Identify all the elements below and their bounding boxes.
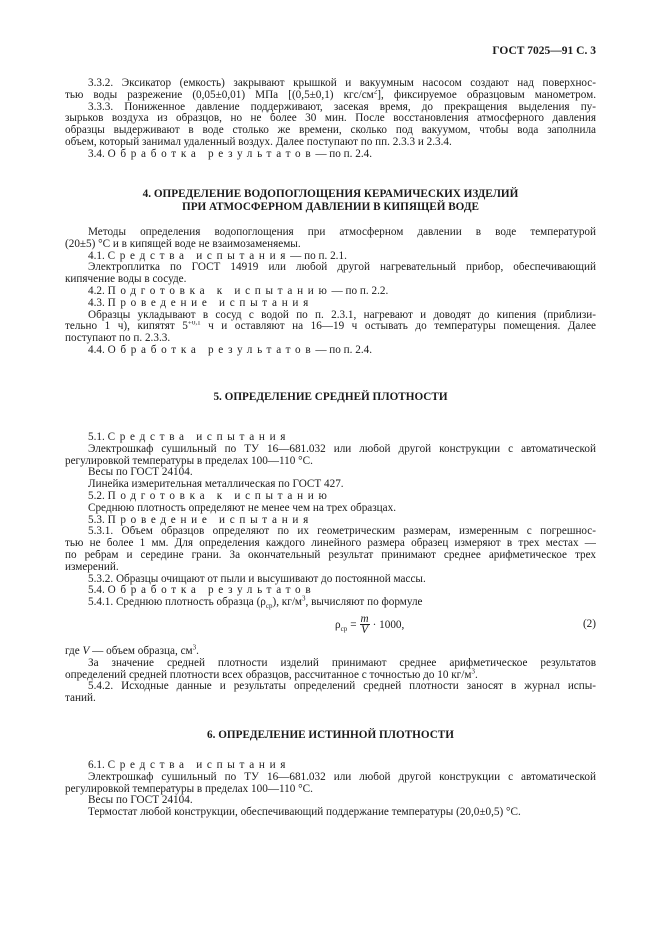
formula <box>65 612 596 638</box>
spaced-subheading: Обработка результатов <box>107 584 316 597</box>
text-run: Образцы укладывают в сосуд с водой по п. 2.3.1, нагревают и доводят до кипения (приблизи- <box>88 309 596 321</box>
spaced-subheading: Проведение испытания <box>107 513 313 526</box>
text-line <box>65 538 596 550</box>
text-run: 4.4. <box>88 343 108 356</box>
text-line <box>65 345 596 357</box>
formula-numerator: m <box>360 613 369 625</box>
text-run: регулировкой температуры в пределах 100—110 °С. <box>65 782 313 795</box>
text-run: 5.2. <box>88 489 108 502</box>
formula-fraction <box>360 614 370 635</box>
superscript: 3 <box>192 643 197 652</box>
text-line <box>65 643 596 658</box>
text-run: регулировкой температуры в пределах 100—110 °С. <box>65 454 313 467</box>
text-run: объем, который занимал удаленный воздух. Далее поступают по пп. 2.3.3 и 2.3.4. <box>65 135 452 148</box>
spaced-subheading: Проведение испытания <box>107 296 313 309</box>
text-run: тью не более 1 мм. Для определения каждого линейного размера образец измеряют в трех местах — <box>65 538 596 550</box>
text-line: 4. ОПРЕДЕЛЕНИЕ ВОДОПОГЛОЩЕНИЯ КЕРАМИЧЕСКИХ ИЗДЕЛИЙ <box>142 188 519 200</box>
text-run: где <box>65 645 83 657</box>
text-run: тью воды разрежение (0,05±0,01) МПа [(0,5±0,1) кгс/см <box>65 89 374 101</box>
text-run: тельно 1 ч), кипятят 5 <box>65 321 188 333</box>
superscript: 3 <box>302 594 306 603</box>
text-run: 5.3.1. Объем образцов определяют по их геометрическим размерам, измеренным с погрешнос- <box>88 526 596 538</box>
text-run: 4.1. <box>88 249 108 262</box>
text-run: Линейка измерительная металлическая по ГОСТ 427. <box>88 478 344 491</box>
section-heading <box>65 391 596 404</box>
text-line <box>65 90 596 102</box>
text-run: Методы определения водопоглощения при атмосферном давлении в воде температурой <box>88 227 596 238</box>
text-run: ], фиксируемое образцовым манометром. <box>377 89 596 101</box>
spaced-subheading: Средства испытания <box>107 431 291 443</box>
text-run: кипячение воды в сосуде. <box>65 273 187 286</box>
text-run: . <box>474 668 478 681</box>
spaced-subheading: Средства испытания <box>107 759 291 771</box>
text-run: , вычисляют по формуле <box>305 596 423 609</box>
text-run: . <box>196 645 199 657</box>
italic-variable: V <box>82 645 90 657</box>
text-line <box>65 594 596 611</box>
text-run: Электроплитка по ГОСТ 14919 или любой другой нагревательный прибор, обеспечивающий <box>88 262 596 274</box>
formula-subscript: ср <box>340 624 348 633</box>
spaced-subheading: Средства испытания <box>107 249 291 262</box>
text-run: зырьков воздуха из образцов, но не более 30 мин. После восстановления атмосферного давления <box>65 113 596 125</box>
text-run: 3.4. <box>88 147 108 160</box>
text-run: поступают по п. 2.3.3. <box>65 332 171 345</box>
formula-tail: · 1000, <box>372 618 405 631</box>
text-run: — по п. 2.4. <box>315 343 373 356</box>
text-run: 4.3. <box>88 296 108 309</box>
formula-denominator: V <box>361 624 368 636</box>
text-line <box>65 807 596 819</box>
text-line <box>65 149 596 161</box>
text-line: 5. ОПРЕДЕЛЕНИЕ СРЕДНЕЙ ПЛОТНОСТИ <box>213 391 448 403</box>
text-run: Среднюю плотность определяют не менее чем на трех образцах. <box>88 501 397 514</box>
text-run: 5.4. <box>88 584 108 597</box>
formula-equals: = <box>350 618 357 631</box>
text-line <box>65 432 596 444</box>
section-heading <box>65 188 596 214</box>
text-line <box>65 760 596 772</box>
text-line <box>65 681 596 693</box>
text-run: измерений. <box>65 560 119 573</box>
text-run: Весы по ГОСТ 24104. <box>88 794 193 807</box>
equation-number: (2) <box>582 618 596 630</box>
paragraph-block <box>65 643 596 705</box>
text-run: образцы выдерживают в воде столько же времени, сколько под вакуумом, чтобы вода заполнила <box>65 125 596 137</box>
text-line <box>65 666 596 682</box>
spaced-subheading: Обработка результатов <box>107 147 316 160</box>
text-run: по ребрам и середине грани. За окончательный результат принимают среднее арифметическое трех <box>65 549 596 561</box>
superscript: 3 <box>471 666 475 675</box>
text-line <box>65 526 596 538</box>
section-heading <box>65 729 596 742</box>
text-line <box>65 550 596 562</box>
superscript: +0,1 <box>187 321 201 327</box>
text-run: (20±5) °С и в кипящей воде не взаимозаменяемы. <box>65 237 301 250</box>
text-line: 6. ОПРЕДЕЛЕНИЕ ИСТИННОЙ ПЛОТНОСТИ <box>207 729 454 741</box>
text-run: 5.3.2. Образцы очищают от пыли и высушивают до постоянной массы. <box>88 572 426 585</box>
paragraph-block <box>65 227 596 357</box>
text-run: Весы по ГОСТ 24104. <box>88 466 193 479</box>
text-run: 4.2. <box>88 284 108 297</box>
text-run: Электрошкаф сушильный по ТУ 16—681.032 или любой другой конструкции с автоматической <box>88 771 596 783</box>
text-run: 5.1. <box>88 431 108 443</box>
formula-rho: $\rho_{ср}$ <box>335 618 348 633</box>
text-line <box>65 515 596 527</box>
text-run: — по п. 2.4. <box>315 147 373 160</box>
text-run: 6.1. <box>88 759 108 771</box>
text-run: 5.4.2. Исходные данные и результаты определений средней плотности заносят в журнал испы- <box>88 681 596 693</box>
spaced-subheading: Обработка результатов <box>107 343 316 356</box>
page-header: ГОСТ 7025—91 С. 3 <box>492 45 596 57</box>
text-line <box>65 113 596 125</box>
text-run: определений средней плотности всех образцов, рассчитанное с точностью до 10 кг/м <box>65 668 472 681</box>
paragraph-block <box>65 432 596 609</box>
text-line <box>65 102 596 114</box>
text-run: — объем образца, см <box>89 645 193 657</box>
text-run: ч и оставляют на 16—19 ч остывать до температуры помещения. Далее <box>200 321 596 333</box>
formula-expression <box>335 614 404 635</box>
text-line: ПРИ АТМОСФЕРНОМ ДАВЛЕНИИ В КИПЯЩЕЙ ВОДЕ <box>182 201 479 213</box>
text-run: 5.3. <box>88 513 108 526</box>
text-run: — по п. 2.1. <box>290 249 347 262</box>
text-run: ), кг/м <box>272 596 303 609</box>
text-run: Термостат любой конструкции, обеспечивающий поддержание температуры (20,0±0,5) °С. <box>88 806 521 819</box>
text-line <box>65 298 596 310</box>
text-line <box>65 251 596 263</box>
spaced-subheading: Подготовка к испытанию <box>107 489 332 502</box>
text-line <box>65 78 596 90</box>
text-run: За значение средней плотности изделий принимают среднее арифметическое результатов <box>88 657 596 669</box>
spaced-subheading: Подготовка к испытанию <box>107 284 332 297</box>
text-line <box>65 693 596 705</box>
text-line <box>65 310 596 322</box>
text-run: 3.3.2. Эксикатор (емкость) закрывают крышкой и вакуумным насосом создают над поверхнос- <box>88 78 596 89</box>
text-run: — по п. 2.2. <box>331 284 389 297</box>
text-run: Электрошкаф сушильный по ТУ 16—681.032 или любой другой конструкции с автоматической <box>88 443 596 455</box>
text-run: 3.3.3. Пониженное давление поддерживают, засекая время, до прекращения выделения пу- <box>88 101 596 113</box>
superscript: 2 <box>373 89 378 96</box>
paragraph-block <box>65 78 596 161</box>
paragraph-block <box>65 760 596 819</box>
subscript: ср <box>265 602 273 611</box>
text-run: 5.4.1. Среднюю плотность образца (ρ <box>88 596 266 609</box>
text-run: таний. <box>65 692 96 705</box>
